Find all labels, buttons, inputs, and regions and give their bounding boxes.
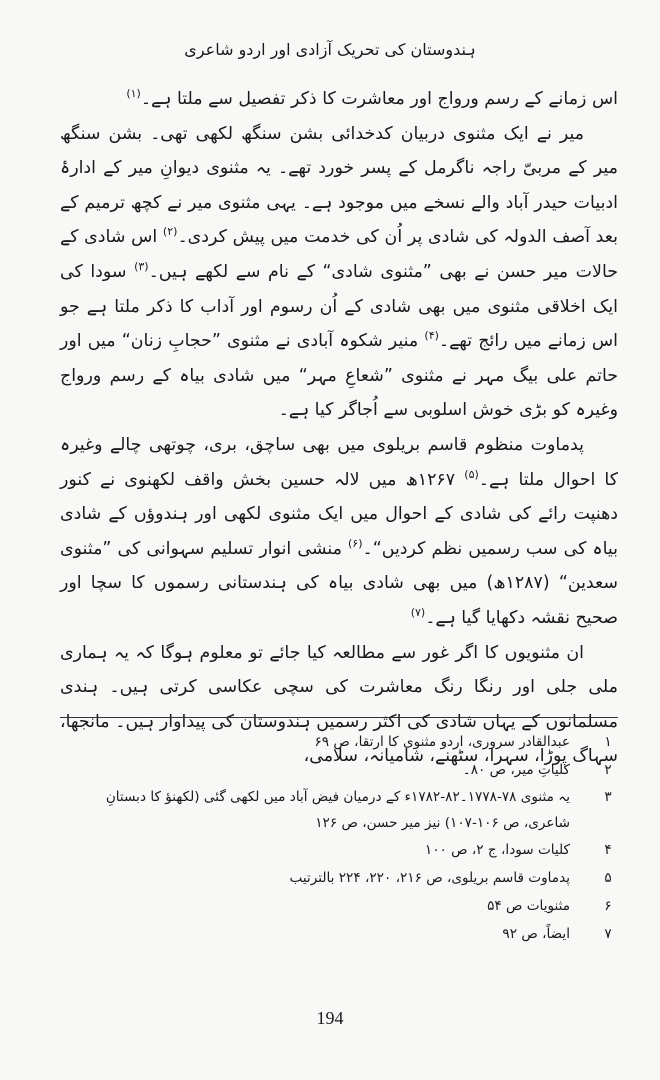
footnote-divider [60, 717, 618, 718]
footnote-text: مثنویات ص ۵۴ [487, 898, 570, 914]
paragraph-text: پدماوت منظوم قاسم بریلوی میں بھی ساچق، بری، چوتھی چالے وغیرہ کا احوال ملتا ہے۔ [60, 434, 619, 490]
main-text [60, 82, 618, 774]
page-number: 194 [316, 1008, 344, 1028]
footnote-text: کلیاتِ میر، ص ۸۰۔ [462, 762, 570, 778]
footnote-item [60, 784, 618, 836]
paragraph-text: منشی انوار تسلیم سہوانی کی ”مثنوی سعدین“ (۱۲۸۷ھ) میں بھی شادی بیاہ کی ہندستانی رسموں کا سچا اور صحیح نقشہ دکھایا گیا ہے۔ [60, 538, 618, 628]
footnote-text: پدماوت قاسم بریلوی، ص ۲۱۶، ۲۲۰، ۲۲۴ بالترتیب [289, 870, 570, 886]
footnotes [60, 728, 618, 948]
paragraph-text: ان مثنویوں کا اگر غور سے مطالعہ کیا جائے تو معلوم ہوگا کہ یہ ہماری ملی جلی اور رنگا رنگ معاشرت کی سچی عکاسی کرتی ہیں۔ ہندی مسلمانوں کے یہاں شادی کی اکثر رسمیں ہندوستان کی پیداوار ہیں۔ مانجھا، سہاگ پوڑا، سہرا، سٹھنے، شامیانہ، سلامی، [60, 642, 618, 767]
footnote-text: کلیات سودا، ج ۲، ص ۱۰۰ [424, 842, 570, 858]
footnote-text: عبدالقادر سروری، اردو مثنوی کا ارتقا، ص ۶۹ [314, 734, 570, 750]
paragraph-text: اس شادی کے حالات میر حسن نے بھی ”مثنوی شادی“ کے نام سے لکھے ہیں۔ [60, 227, 619, 282]
paragraph-text: ۱۲۶۷ھ میں لالہ حسین بخش واقف لکھنوی نے کنور دھنپت رائے کی شادی کے احوال میں ایک مثنوی لکھی اور ہندوؤں کے شادی بیاہ کی سب رسمیں نظم کردیں“۔ [60, 469, 619, 559]
footnote-ref: (۵) [464, 467, 479, 481]
footnote-item [60, 756, 618, 784]
paragraph [60, 428, 618, 636]
running-title: ہندوستان کی تحریک آزادی اور اردو شاعری [184, 40, 476, 59]
footnote-text: ایضاً، ص ۹۲ [502, 926, 570, 942]
footnote-ref: (۶) [348, 536, 363, 550]
footnote-item [60, 728, 618, 756]
footnote-item [60, 864, 618, 892]
paragraph [60, 117, 618, 428]
footnote-number: ۷ [604, 926, 612, 942]
footnote-number: ۲ [604, 762, 612, 778]
footnote-item [60, 920, 618, 948]
footnote-ref: (۱) [126, 87, 141, 101]
footnote-ref: (۷) [410, 606, 426, 620]
footnote-number: ۵ [604, 870, 612, 886]
paragraph-text: میر نے ایک مثنوی دربیان کدخدائی بشن سنگھ لکھی تھی۔ بشن سنگھ میر کے مربیّ راجہ ناگرمل کے پسر خورد تھے۔ یہ مثنوی دیوانِ میر کے ادارۂ ادبیات حیدر آباد والے نسخے میں موجود ہے۔ یہی مثنوی میر نے کچھ ترمیم کے بعد آصف الدولہ کی شادی پر اُن کی خدمت میں پیش کردی۔ [60, 123, 619, 248]
footnote-number: ۳ [604, 789, 612, 805]
paragraph [60, 82, 618, 117]
paragraph-text: اس زمانے کے رسم ورواج اور معاشرت کا ذکر تفصیل سے ملتا ہے۔ [140, 89, 618, 109]
footnote-text: یہ مثنوی ۷۸-۱۷۷۸۔۸۲-۱۷۸۲ء کے درمیان فیض آباد میں لکھی گئی (لکھنؤ کا دبستانِ شاعری، ص ۱۰۶-۱۰۷) نیز میر حسن، ص ۱۲۶ [105, 789, 570, 831]
footnote-item [60, 892, 618, 920]
footnote-number: ۶ [604, 898, 612, 914]
footnote-number: ۱ [604, 734, 612, 750]
footnote-number: ۴ [604, 842, 612, 858]
footnote-ref: (۳) [134, 260, 149, 274]
paragraph-text: سودا کی ایک اخلاقی مثنوی میں بھی شادی کے اُن رسوم اور آداب کا ذکر ملتا ہے جو اس زمانے میں رائج تھے۔ [60, 261, 618, 352]
footnote-ref: (۲) [162, 225, 178, 239]
footnote-ref: (۴) [424, 329, 439, 343]
paragraph-text: منیر شکوہ آبادی نے مثنوی ”حجابِ زنان“ میں اور حاتم علی بیگ مہر نے مثنوی ”شعاعِ مہر“ میں شادی بیاہ کے رسم ورواج وغیرہ کو بڑی خوش اسلوبی سے اُجاگر کیا ہے۔ [60, 331, 618, 421]
footnote-item [60, 836, 618, 864]
